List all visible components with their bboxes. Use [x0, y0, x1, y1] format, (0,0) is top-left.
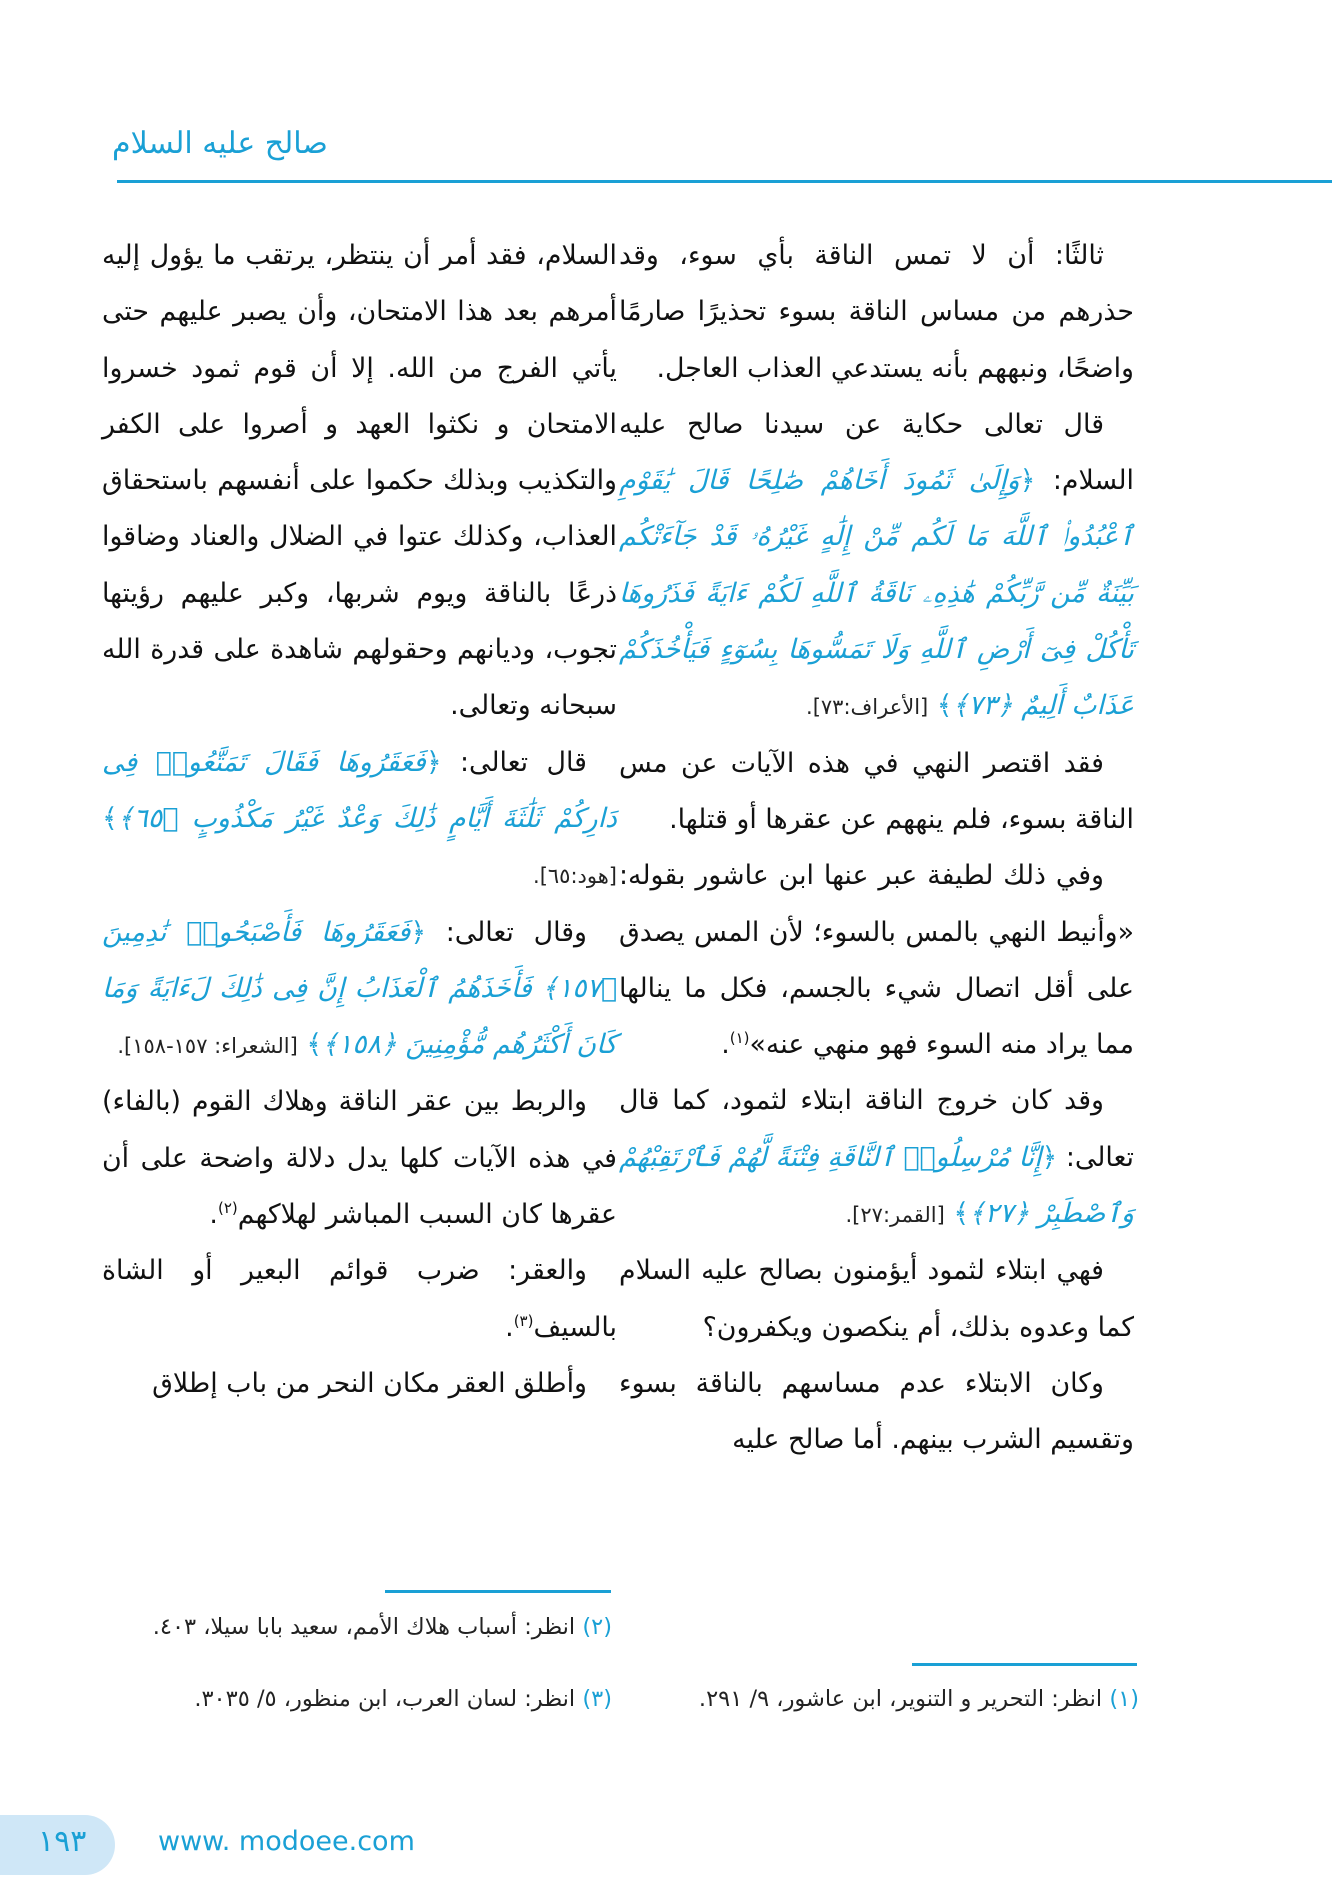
footnote-ref[interactable]: (٢) [217, 1199, 238, 1218]
footnote-text: انظر: التحرير و التنوير، ابن عاشور، ٩/ ٢٩١. [698, 1686, 1103, 1712]
paragraph: فهي ابتلاء لثمود أيؤمنون بصالح عليه السلام كما وعدوه بذلك، أم ينكصون ويكفرون؟ [619, 1255, 1134, 1343]
paragraph: وقال تعالى: ﴿فَعَقَرُوهَا فَأَصْبَحُوا۟ نَٰدِمِينَ ﴿١٥٧﴾ فَأَخَذَهُمُ ٱلْعَذَابُ إِنَّ فِى ذَٰلِكَ لَءَايَةً وَمَا كَانَ أَكْثَرُهُم مُّؤْمِنِينَ ﴿١٥٨﴾﴾ [الشعراء: ١٥٧-١٥٨]. [102, 916, 617, 1061]
verse-close-ornament: ﴾ [102, 802, 118, 834]
paragraph: فقد اقتصر النهي في هذه الآيات عن مس الناقة بسوء، فلم ينههم عن عقرها أو قتلها. [619, 747, 1134, 835]
footnote-2 [102, 1608, 612, 1646]
verse-citation: [الشعراء: ١٥٧-١٥٨]. [117, 1034, 298, 1059]
running-header: صالح عليه السلام [112, 126, 328, 161]
verse-close-ornament: ﴾ [306, 1029, 323, 1061]
paragraph: وفي ذلك لطيفة عبر عنها ابن عاشور بقوله: «وأنيط النهي بالمس بالسوء؛ لأن المس يصدق على أقل اتصال شيء بالجسم، فكل ما ينالها مما يراد منه السوء فهو منهي عنه»$^{(١)}$. [619, 860, 1134, 1061]
footnote-number: (٢) [582, 1614, 612, 1640]
paragraph: ثالثًا: أن لا تمس الناقة بأي سوء، وقد حذرهم من مساس الناقة بسوء تحذيرًا صارمًا واضحًا، ونبههم بأنه يستدعي العذاب العاجل. [619, 240, 1134, 384]
quran-verse: فَعَقَرُوهَا فَأَصْبَحُوا۟ نَٰدِمِينَ ﴿١٥٧﴾ فَأَخَذَهُمُ ٱلْعَذَابُ إِنَّ فِى ذَٰلِكَ لَءَايَةً وَمَا كَانَ أَكْثَرُهُم مُّؤْمِنِينَ ﴿١٥٨﴾ [102, 916, 617, 1061]
verse-citation: [القمر:٢٧]. [845, 1203, 945, 1228]
paragraph: والعقر: ضرب قوائم البعير أو الشاة بالسيف$^{(٣)}$. [102, 1255, 617, 1343]
verse-close-ornament: ﴾ [936, 690, 953, 722]
verse-citation: [الأعراف:٧٣]. [806, 695, 929, 720]
paragraph: السلام، فقد أمر أن ينتظر، يرتقب ما يؤول إليه أمرهم بعد هذا الامتحان، وأن يصبر عليهم حتى يأتي الفرج من الله. إلا أن قوم ثمود خسروا الامتحان و نكثوا العهد و أصروا على الكفر والتكذيب وبذلك حكموا على أنفسهم باستحقاق العذاب، وكذلك عتوا في الضلال والعناد وضاقوا ذرعًا بالناقة ويوم شربها، وكبر عليهم رؤيتها تجوب، وديانهم وحقولهم شاهدة على قدرة الله سبحانه وتعالى. [102, 240, 617, 722]
website-link[interactable]: www. modoee.com [158, 1826, 415, 1857]
footnote-rule-left [385, 1590, 611, 1593]
footnote-number: (٣) [582, 1686, 612, 1712]
paragraph: وكان الابتلاء عدم مساسهم بالناقة بسوء وتقسيم الشرب بينهم. أما صالح عليه [619, 1367, 1134, 1456]
paragraph: والربط بين عقر الناقة وهلاك القوم (بالفاء) في هذه الآيات كلها يدل دلالة واضحة على أن عقرها كان السبب المباشر لهلاكهم$^{(٢)}$. [102, 1086, 617, 1231]
footnote-ref[interactable]: (٣) [513, 1311, 534, 1330]
verse-close-ornament: ﴾ [953, 1198, 970, 1230]
paragraph: قال تعالى حكاية عن سيدنا صالح عليه السلام: ﴿وَإِلَىٰ ثَمُودَ أَخَاهُمْ صَٰلِحًا قَالَ يَٰقَوْمِ ٱعْبُدُوا۟ ٱللَّهَ مَا لَكُم مِّنْ إِلَٰهٍ غَيْرُهُۥ قَدْ جَآءَتْكُم بَيِّنَةٌ مِّن رَّبِّكُمْ هَٰذِهِۦ نَاقَةُ ٱللَّهِ لَكُمْ ءَايَةً فَذَرُوهَا تَأْكُلْ فِىٓ أَرْضِ ٱللَّهِ وَلَا تَمَسُّوهَا بِسُوٓءٍ فَيَأْخُذَكُمْ عَذَابٌ أَلِيمٌ ﴿٧٣﴾﴾ [الأعراف:٧٣]. [619, 408, 1134, 722]
footnote-number: (١) [1109, 1686, 1139, 1712]
header-rule [117, 180, 1332, 183]
footnote-rule-right [912, 1663, 1137, 1666]
right-column [619, 228, 1134, 1469]
verse-open-ornament: ﴿ [410, 916, 427, 948]
paragraph: قال تعالى: ﴿فَعَقَرُوهَا فَقَالَ تَمَتَّعُوا۟ فِى دَارِكُمْ ثَلَٰثَةَ أَيَّامٍ ذَٰلِكَ وَعْدٌ غَيْرُ مَكْذُوبٍ ﴿٦٥﴾﴾ [هود:٦٥]. [102, 746, 617, 889]
verse-open-ornament: ﴿ [425, 746, 442, 778]
footnote-1 [619, 1680, 1139, 1718]
paragraph: وقد كان خروج الناقة ابتلاء لثمود، كما قال تعالى: ﴿إِنَّا مُرْسِلُوا۟ ٱلنَّاقَةِ فِتْنَةً لَّهُمْ فَٱرْتَقِبْهُمْ وَٱصْطَبِرْ ﴿٢٧﴾﴾ [القمر:٢٧]. [619, 1085, 1134, 1230]
footnote-ref[interactable]: (١) [729, 1029, 750, 1048]
verse-open-ornament: ﴿ [1019, 465, 1036, 497]
left-column [102, 228, 617, 1412]
quran-verse: فَعَقَرُوهَا فَقَالَ تَمَتَّعُوا۟ فِى دَارِكُمْ ثَلَٰثَةَ أَيَّامٍ ذَٰلِكَ وَعْدٌ غَيْرُ مَكْذُوبٍ ﴿٦٥﴾ [102, 746, 617, 834]
quran-verse: وَإِلَىٰ ثَمُودَ أَخَاهُمْ صَٰلِحًا قَالَ يَٰقَوْمِ ٱعْبُدُوا۟ ٱللَّهَ مَا لَكُم مِّنْ إِلَٰهٍ غَيْرُهُۥ قَدْ جَآءَتْكُم بَيِّنَةٌ مِّن رَّبِّكُمْ هَٰذِهِۦ نَاقَةُ ٱللَّهِ لَكُمْ ءَايَةً فَذَرُوهَا تَأْكُلْ فِىٓ أَرْضِ ٱللَّهِ وَلَا تَمَسُّوهَا بِسُوٓءٍ فَيَأْخُذَكُمْ عَذَابٌ أَلِيمٌ ﴿٧٣﴾ [619, 465, 1134, 722]
footnote-text: انظر: لسان العرب، ابن منظور، ٥/ ٣٠٣٥. [194, 1686, 576, 1712]
footnote-3 [102, 1680, 612, 1718]
quran-verse: إِنَّا مُرْسِلُوا۟ ٱلنَّاقَةِ فِتْنَةً لَّهُمْ فَٱرْتَقِبْهُمْ وَٱصْطَبِرْ ﴿٢٧﴾ [619, 1141, 1134, 1230]
verse-open-ornament: ﴿ [1041, 1141, 1058, 1173]
page-number: ١٩٣ [38, 1824, 87, 1859]
verse-citation: [هود:٦٥]. [533, 864, 617, 889]
paragraph: وأطلق العقر مكان النحر من باب إطلاق [152, 1367, 587, 1399]
footnote-text: انظر: أسباب هلاك الأمم، سعيد بابا سيلا، ٤٠٣. [152, 1614, 576, 1640]
